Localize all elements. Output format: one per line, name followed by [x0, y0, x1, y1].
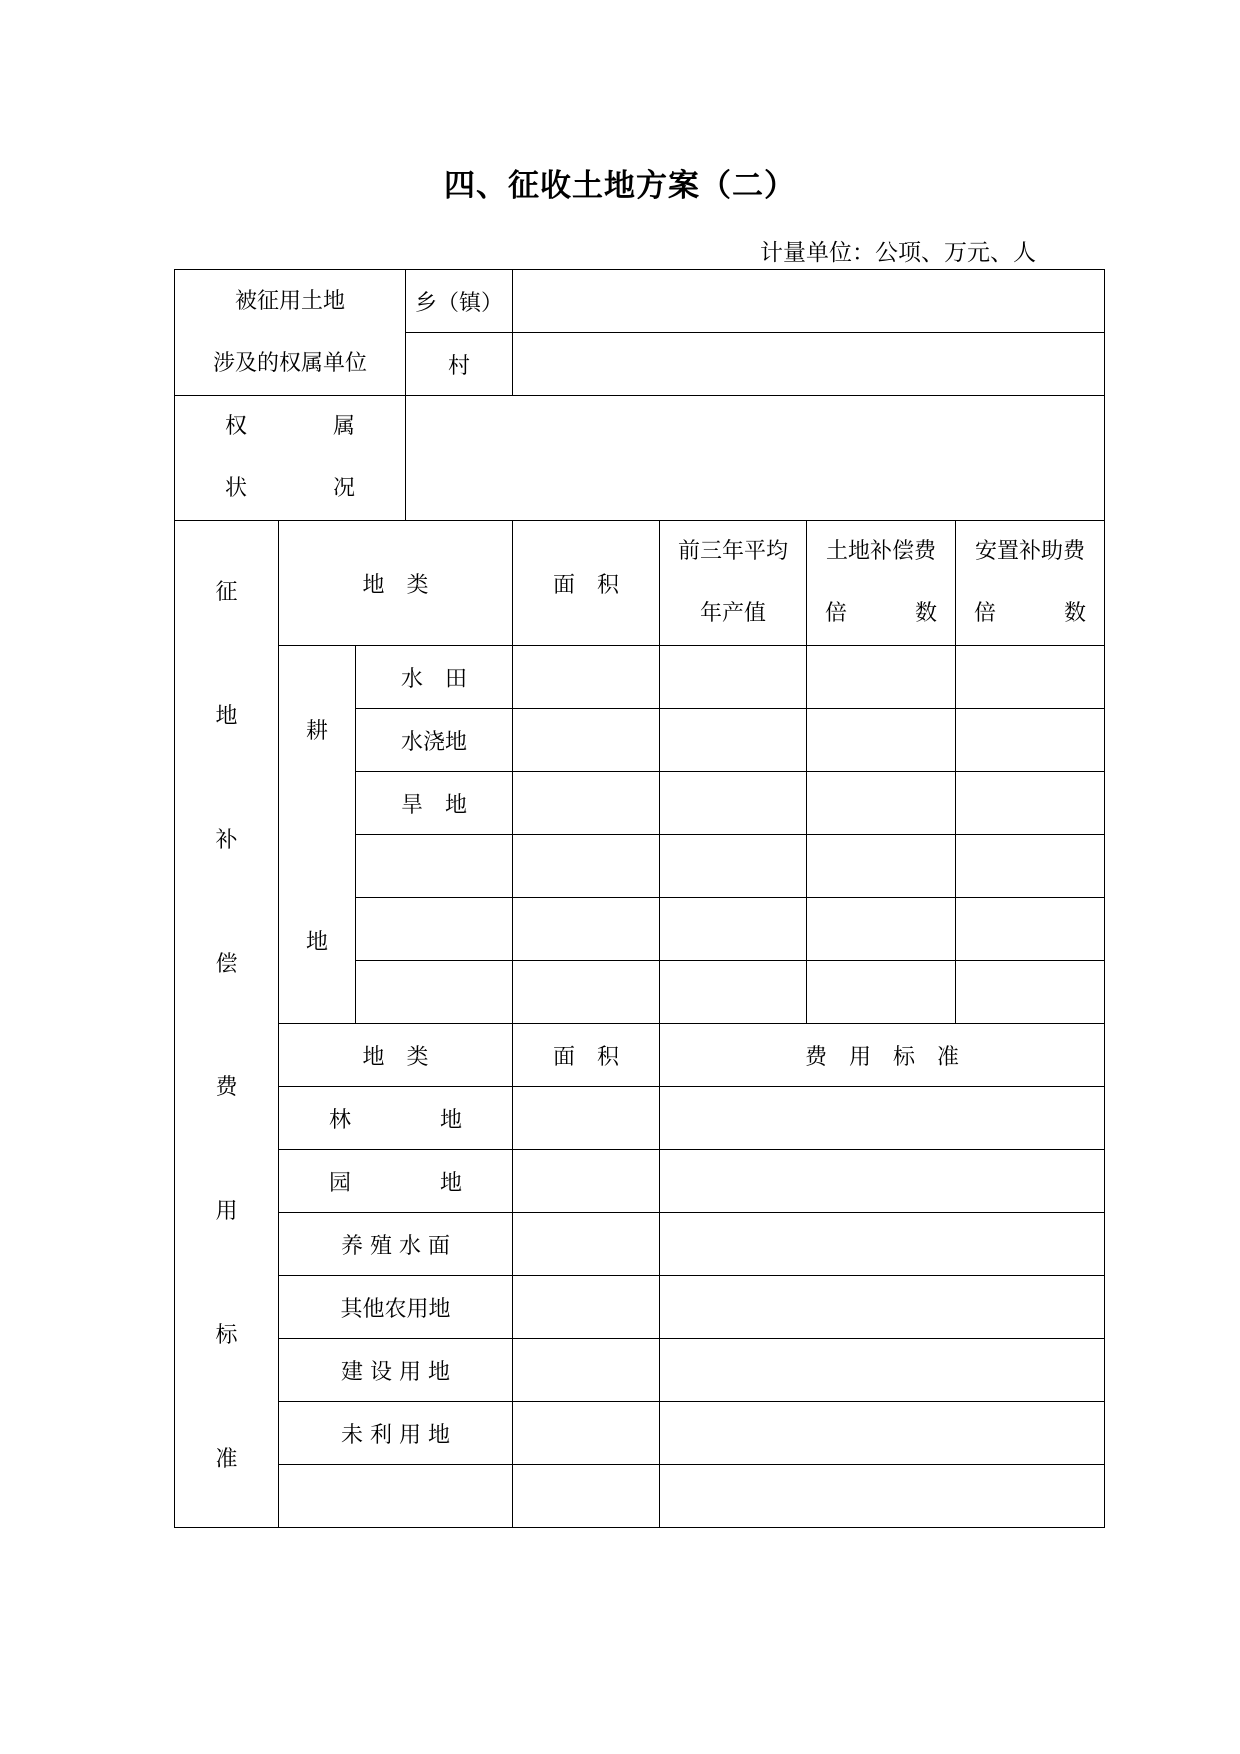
ownership-char: 况 [332, 476, 355, 501]
arable-char: 地 [305, 929, 328, 955]
label-char: 地 [439, 1170, 462, 1196]
side-label-char: 地 [215, 704, 238, 730]
area-cell[interactable] [513, 1465, 660, 1528]
header-resettlement [956, 521, 1105, 646]
ownership-status-line1 [175, 396, 405, 458]
owner-label-line2: 涉及的权属单位 [212, 350, 367, 376]
fee-standard-cell[interactable] [660, 1402, 1105, 1465]
label-char: 林 [329, 1107, 352, 1133]
fee-standard-cell[interactable] [660, 1276, 1105, 1339]
side-label-char: 标 [215, 1322, 238, 1348]
ownership-char: 状 [225, 476, 248, 501]
header-land-type: 地 类 [279, 521, 513, 646]
land-comp-multiple-cell[interactable] [807, 772, 956, 835]
arable-type-label: 水 田 [356, 646, 513, 709]
side-label-char: 偿 [215, 951, 238, 977]
area-cell[interactable] [513, 898, 660, 961]
arable-type-label[interactable] [356, 835, 513, 898]
count-char: 数 [1063, 601, 1086, 626]
multiple-char: 倍 [825, 601, 848, 626]
forest-land-label [279, 1103, 512, 1134]
land-comp-multiple-cell[interactable] [807, 898, 956, 961]
ownership-status-line2 [175, 458, 405, 520]
header2-area: 面 积 [513, 1024, 660, 1087]
township-field[interactable] [513, 270, 1105, 333]
ownership-status-label [175, 396, 406, 521]
resettle-multiple-cell[interactable] [956, 835, 1105, 898]
land-comp-multiple-cell[interactable] [807, 646, 956, 709]
fee-standard-cell[interactable] [660, 1150, 1105, 1213]
header-land-compensation [807, 521, 956, 646]
avg-output-cell[interactable] [660, 772, 807, 835]
land-acquisition-form [174, 269, 1105, 1528]
other-land-label: 其他农用地 [279, 1276, 513, 1339]
label-char: 园 [329, 1170, 352, 1196]
resettle-multiple-cell[interactable] [956, 898, 1105, 961]
other-land-label [279, 1150, 513, 1213]
header-avg-output [660, 521, 807, 646]
area-cell[interactable] [513, 1339, 660, 1402]
other-land-label: 未 利 用 地 [279, 1402, 513, 1465]
multiple-char: 倍 [974, 601, 997, 626]
arable-char: 耕 [305, 718, 328, 744]
arable-type-label: 水浇地 [356, 709, 513, 772]
arable-label [279, 646, 356, 1024]
arable-type-label[interactable] [356, 961, 513, 1024]
header2-fee-standard: 费 用 标 准 [660, 1024, 1105, 1087]
compensation-side-label [175, 521, 279, 1528]
area-cell[interactable] [513, 709, 660, 772]
unit-note: 计量单位：公项、万元、人 [760, 240, 1036, 266]
other-land-label: 养 殖 水 面 [279, 1213, 513, 1276]
header-resettle-line1: 安置补助费 [974, 539, 1085, 564]
area-cell[interactable] [513, 1276, 660, 1339]
compensation-side-chars [175, 529, 278, 1519]
avg-output-cell[interactable] [660, 898, 807, 961]
page-title: 四、征收土地方案（二） [444, 168, 796, 204]
avg-output-cell[interactable] [660, 835, 807, 898]
area-cell[interactable] [513, 835, 660, 898]
fee-standard-cell[interactable] [660, 1087, 1105, 1150]
fee-standard-cell[interactable] [660, 1465, 1105, 1528]
side-label-char: 征 [215, 580, 238, 606]
resettle-multiple-cell[interactable] [956, 961, 1105, 1024]
ownership-char: 权 [225, 414, 248, 439]
fee-standard-cell[interactable] [660, 1339, 1105, 1402]
resettle-multiple-cell[interactable] [956, 772, 1105, 835]
avg-output-cell[interactable] [660, 709, 807, 772]
count-char: 数 [914, 601, 937, 626]
area-cell[interactable] [513, 1213, 660, 1276]
arable-chars [279, 670, 355, 1000]
area-cell[interactable] [513, 961, 660, 1024]
area-cell[interactable] [513, 1402, 660, 1465]
land-comp-multiple-cell[interactable] [807, 835, 956, 898]
header2-land-type: 地 类 [279, 1024, 513, 1087]
village-field[interactable] [513, 333, 1105, 396]
owner-label-cell [175, 270, 406, 396]
area-cell[interactable] [513, 772, 660, 835]
arable-type-label: 旱 地 [356, 772, 513, 835]
other-land-label: 建 设 用 地 [279, 1339, 513, 1402]
side-label-char: 补 [215, 827, 238, 853]
resettle-multiple-cell[interactable] [956, 646, 1105, 709]
other-land-label [279, 1087, 513, 1150]
ownership-status-field[interactable] [406, 396, 1105, 521]
resettle-multiple-cell[interactable] [956, 709, 1105, 772]
header-avg-output-line1: 前三年平均 [677, 539, 788, 564]
fee-standard-cell[interactable] [660, 1213, 1105, 1276]
avg-output-cell[interactable] [660, 646, 807, 709]
township-label: 乡（镇） [406, 270, 513, 333]
area-cell[interactable] [513, 1150, 660, 1213]
label-char: 地 [439, 1107, 462, 1133]
area-cell[interactable] [513, 646, 660, 709]
header-land-comp-line1: 土地补偿费 [825, 539, 936, 564]
other-land-label[interactable] [279, 1465, 513, 1528]
garden-land-label [279, 1166, 512, 1197]
owner-label-line1: 被征用土地 [234, 288, 345, 314]
header-land-comp-line2 [807, 583, 955, 645]
side-label-char: 费 [215, 1075, 238, 1101]
side-label-char: 用 [215, 1199, 238, 1225]
area-cell[interactable] [513, 1087, 660, 1150]
header-avg-output-line2: 年产值 [699, 601, 766, 626]
land-comp-multiple-cell[interactable] [807, 961, 956, 1024]
arable-type-label[interactable] [356, 898, 513, 961]
avg-output-cell[interactable] [660, 961, 807, 1024]
village-label: 村 [406, 333, 513, 396]
land-comp-multiple-cell[interactable] [807, 709, 956, 772]
side-label-char: 准 [215, 1446, 238, 1472]
ownership-char: 属 [332, 414, 355, 439]
header-resettle-line2 [956, 583, 1104, 645]
header-area: 面 积 [513, 521, 660, 646]
